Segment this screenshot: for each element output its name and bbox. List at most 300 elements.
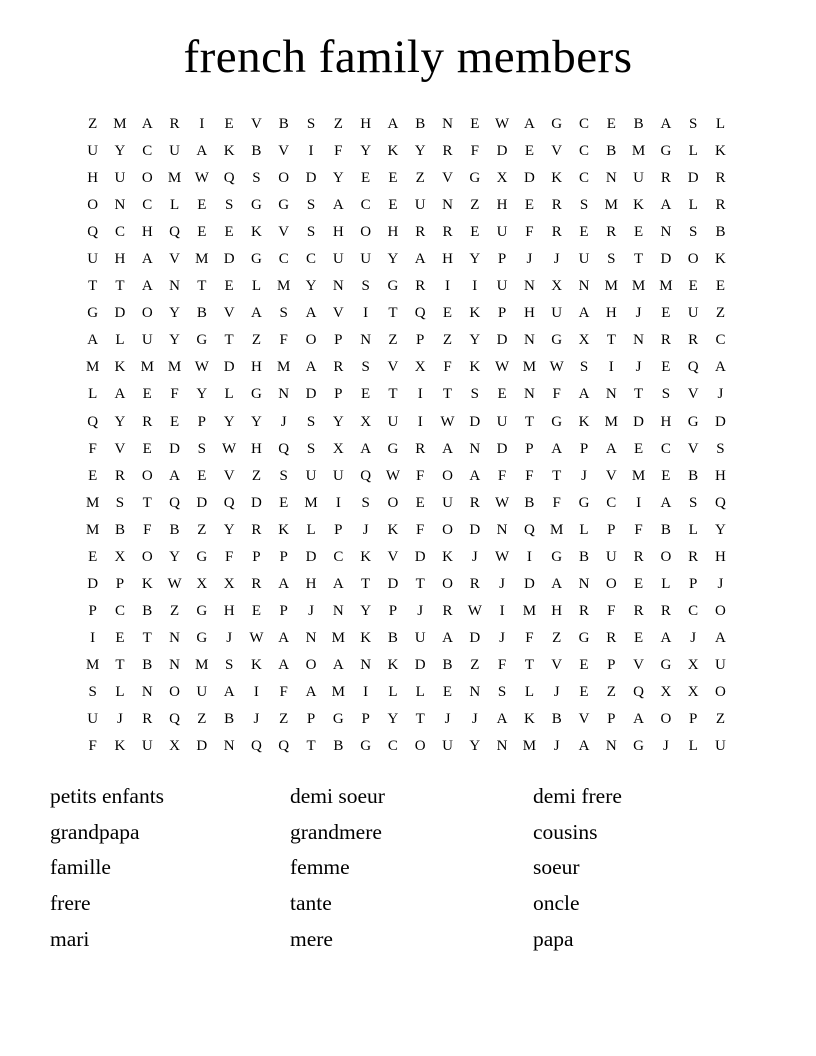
grid-letter: H xyxy=(305,575,317,592)
grid-letter: E xyxy=(224,224,234,241)
grid-letter: H xyxy=(332,224,344,241)
grid-letter: P xyxy=(88,602,97,619)
grid-letter: P xyxy=(607,656,616,673)
grid-letter: Z xyxy=(552,629,562,646)
grid-letter: G xyxy=(196,602,208,619)
grid-letter: L xyxy=(388,684,398,700)
grid-letter: S xyxy=(689,224,698,241)
word-list-item: cousins xyxy=(533,819,598,844)
grid-letter: E xyxy=(579,684,589,700)
grid-letter: O xyxy=(305,332,317,349)
grid-letter: D xyxy=(469,413,481,430)
grid-letter: X xyxy=(496,170,508,187)
grid-letter: E xyxy=(524,197,534,214)
grid-letter: O xyxy=(442,521,453,538)
grid-letter: Q xyxy=(278,738,290,755)
grid-letter: D xyxy=(305,386,317,403)
grid-letter: K xyxy=(387,143,399,160)
grid-letter: N xyxy=(605,170,617,187)
grid-letter: G xyxy=(687,413,699,430)
grid-letter: S xyxy=(306,224,316,241)
grid-letter: I xyxy=(417,386,423,403)
grid-letter: J xyxy=(553,684,560,700)
grid-letter: N xyxy=(469,440,481,457)
grid-letter: Z xyxy=(251,467,262,484)
grid-letter: B xyxy=(196,305,207,322)
puzzle-title: french family members xyxy=(183,31,633,83)
grid-letter: N xyxy=(578,575,590,592)
grid-letter: Z xyxy=(88,116,98,133)
word-list-item: oncle xyxy=(533,891,580,916)
word-list-column xyxy=(533,779,773,958)
grid-letter: N xyxy=(660,224,672,241)
grid-letter: U xyxy=(196,684,208,700)
grid-letter: G xyxy=(660,656,672,673)
grid-letter: K xyxy=(715,143,726,160)
grid-letter: U xyxy=(414,629,426,646)
grid-letter: T xyxy=(142,494,152,511)
grid-letter: O xyxy=(687,251,699,268)
word-list-item: petits enfants xyxy=(50,784,165,808)
grid-letter: A xyxy=(332,656,344,673)
grid-letter: N xyxy=(605,386,617,403)
grid-letter: D xyxy=(633,413,644,430)
grid-letter: L xyxy=(688,143,698,160)
grid-letter: H xyxy=(387,224,399,241)
grid-letter: L xyxy=(251,278,262,295)
grid-letter: K xyxy=(469,359,481,376)
grid-letter: P xyxy=(334,386,343,403)
grid-letter: D xyxy=(687,170,699,187)
grid-letter: V xyxy=(278,224,290,241)
grid-letter: D xyxy=(305,170,317,187)
grid-letter: U xyxy=(87,711,99,728)
grid-letter: O xyxy=(141,170,153,187)
grid-letter: U xyxy=(715,656,726,673)
grid-letter: P xyxy=(607,521,616,538)
word-list-item: frere xyxy=(50,891,91,916)
grid-letter: R xyxy=(660,602,671,619)
grid-letter: P xyxy=(689,575,698,592)
grid-letter: D xyxy=(87,575,99,592)
grid-letter: Q xyxy=(169,494,180,511)
grid-letter: G xyxy=(551,548,563,565)
grid-letter: U xyxy=(442,494,453,511)
grid-letter: P xyxy=(497,305,507,322)
grid-letter: S xyxy=(361,278,370,295)
grid-letter: S xyxy=(306,197,316,214)
grid-letter: N xyxy=(360,332,372,349)
grid-letter: H xyxy=(551,602,563,619)
grid-letter: T xyxy=(524,413,534,430)
grid-letter: M xyxy=(85,494,100,511)
grid-letter: E xyxy=(688,278,698,295)
grid-letter: T xyxy=(224,332,234,349)
grid-letter: S xyxy=(689,494,698,511)
grid-letter: Q xyxy=(715,494,726,511)
grid-letter: N xyxy=(141,684,153,700)
grid-letter: E xyxy=(251,602,262,619)
grid-letter: E xyxy=(470,224,480,241)
grid-letter: R xyxy=(660,332,671,349)
grid-letter: A xyxy=(442,629,453,646)
grid-letter: H xyxy=(523,305,535,322)
grid-letter: J xyxy=(717,386,724,403)
grid-letter: G xyxy=(278,197,290,214)
grid-letter: J xyxy=(226,629,233,646)
grid-letter: U xyxy=(332,251,344,268)
grid-letter: A xyxy=(87,332,99,349)
grid-letter: V xyxy=(387,359,399,376)
grid-letter: M xyxy=(631,278,646,295)
grid-letter: R xyxy=(169,116,180,133)
grid-letter: C xyxy=(578,143,589,160)
grid-letter: Y xyxy=(332,413,344,430)
grid-letter: U xyxy=(169,143,180,160)
grid-letter: R xyxy=(251,521,262,538)
grid-letter: L xyxy=(579,521,589,538)
grid-letter: C xyxy=(114,602,125,619)
grid-letter: K xyxy=(360,548,372,565)
grid-letter: O xyxy=(660,711,672,728)
grid-letter: W xyxy=(194,359,209,376)
grid-letter: N xyxy=(332,602,344,619)
grid-letter: G xyxy=(551,413,563,430)
grid-letter: H xyxy=(360,116,372,133)
grid-letter: W xyxy=(495,494,510,511)
grid-letter: T xyxy=(88,278,98,295)
grid-letter: B xyxy=(606,143,617,160)
grid-letter: M xyxy=(550,521,564,538)
grid-letter: E xyxy=(279,494,289,511)
grid-letter: B xyxy=(169,521,180,538)
grid-letter: T xyxy=(142,629,152,646)
grid-letter: P xyxy=(197,413,206,430)
grid-letter: M xyxy=(167,359,182,376)
grid-letter: E xyxy=(197,224,207,241)
grid-letter: K xyxy=(360,629,372,646)
grid-letter: E xyxy=(197,467,207,484)
grid-letter: R xyxy=(142,711,153,728)
grid-letter: M xyxy=(604,278,618,295)
grid-letter: L xyxy=(169,197,180,214)
grid-letter: E xyxy=(715,278,726,295)
grid-letter: V xyxy=(687,440,699,457)
grid-letter: U xyxy=(387,413,399,430)
grid-letter: J xyxy=(471,711,478,728)
grid-letter: S xyxy=(361,494,370,511)
grid-letter: H xyxy=(114,251,126,268)
grid-letter: I xyxy=(363,684,369,700)
grid-letter: D xyxy=(496,440,508,457)
grid-letter: C xyxy=(142,143,153,160)
grid-letter: E xyxy=(442,684,453,700)
grid-letter: R xyxy=(442,143,453,160)
grid-letter: W xyxy=(167,575,182,592)
grid-letter: O xyxy=(169,684,180,700)
grid-letter: W xyxy=(495,116,510,133)
grid-letter: G xyxy=(387,278,399,295)
grid-letter: N xyxy=(360,656,372,673)
grid-letter: D xyxy=(196,494,208,511)
grid-letter: S xyxy=(279,467,288,484)
grid-letter: E xyxy=(661,359,671,376)
grid-letter: H xyxy=(251,359,262,376)
grid-row xyxy=(79,625,734,652)
grid-row xyxy=(79,192,734,219)
grid-letter: L xyxy=(688,197,698,214)
grid-letter: R xyxy=(415,278,426,295)
grid-letter: W xyxy=(249,629,264,646)
grid-letter: L xyxy=(115,332,125,349)
grid-letter: F xyxy=(497,467,507,484)
grid-letter: T xyxy=(524,656,534,673)
grid-letter: W xyxy=(467,602,482,619)
grid-letter: X xyxy=(360,413,372,430)
grid-letter: T xyxy=(115,278,125,295)
grid-letter: N xyxy=(223,738,235,755)
grid-letter: H xyxy=(87,170,99,187)
grid-letter: E xyxy=(361,170,371,187)
grid-letter: D xyxy=(414,548,426,565)
grid-letter: R xyxy=(415,440,426,457)
grid-letter: G xyxy=(387,440,399,457)
grid-letter: Y xyxy=(169,305,180,322)
grid-letter: U xyxy=(332,467,344,484)
grid-letter: A xyxy=(578,305,590,322)
grid-letter: Y xyxy=(169,332,180,349)
grid-letter: C xyxy=(360,197,371,214)
grid-letter: X xyxy=(223,575,235,592)
grid-row xyxy=(79,706,734,733)
grid-letter: C xyxy=(578,170,589,187)
grid-letter: S xyxy=(306,413,316,430)
grid-letter: W xyxy=(222,440,237,457)
grid-letter: L xyxy=(224,386,234,403)
grid-letter: S xyxy=(716,440,725,457)
grid-letter: R xyxy=(633,602,644,619)
grid-letter: U xyxy=(496,413,508,430)
grid-letter: M xyxy=(522,738,537,755)
word-list-item: mari xyxy=(50,926,90,951)
grid-letter: J xyxy=(362,521,369,538)
grid-letter: L xyxy=(415,684,425,700)
grid-letter: R xyxy=(551,197,562,214)
grid-letter: C xyxy=(688,602,699,619)
grid-letter: C xyxy=(114,224,125,241)
grid-letter: Y xyxy=(414,143,426,160)
grid-letter: E xyxy=(634,440,644,457)
grid-letter: U xyxy=(605,548,617,565)
grid-letter: E xyxy=(606,116,616,133)
grid-letter: F xyxy=(634,521,643,538)
grid-letter: L xyxy=(88,386,98,403)
grid-letter: A xyxy=(523,116,535,133)
grid-letter: E xyxy=(634,629,644,646)
grid-letter: U xyxy=(414,197,426,214)
grid-letter: A xyxy=(360,440,372,457)
grid-letter: U xyxy=(715,738,726,755)
grid-letter: Q xyxy=(523,521,535,538)
grid-letter: N xyxy=(169,629,180,646)
grid-letter: D xyxy=(496,332,508,349)
grid-letter: D xyxy=(223,359,235,376)
grid-letter: Z xyxy=(251,332,262,349)
grid-letter: U xyxy=(687,305,699,322)
grid-letter: B xyxy=(387,629,398,646)
grid-letter: L xyxy=(715,116,726,133)
grid-letter: R xyxy=(469,575,480,592)
grid-letter: U xyxy=(442,738,453,755)
grid-letter: O xyxy=(715,684,726,700)
grid-letter: G xyxy=(87,305,99,322)
grid-letter: O xyxy=(605,575,617,592)
grid-letter: P xyxy=(416,332,425,349)
grid-letter: Y xyxy=(469,332,481,349)
grid-letter: N xyxy=(278,386,290,403)
grid-letter: Z xyxy=(333,116,343,133)
grid-row xyxy=(79,138,734,165)
grid-letter: K xyxy=(387,521,399,538)
grid-letter: G xyxy=(551,332,563,349)
grid-letter: M xyxy=(522,602,537,619)
grid-row xyxy=(79,436,734,463)
grid-letter: P xyxy=(252,548,261,565)
grid-letter: I xyxy=(499,602,505,619)
grid-letter: U xyxy=(305,467,317,484)
grid-letter: M xyxy=(331,629,345,646)
grid-letter: G xyxy=(196,548,208,565)
grid-letter: A xyxy=(305,684,317,700)
grid-letter: R xyxy=(551,224,562,241)
grid-letter: S xyxy=(279,305,288,322)
grid-letter: F xyxy=(607,602,616,619)
grid-letter: A xyxy=(633,711,644,728)
grid-letter: E xyxy=(388,170,398,187)
grid-letter: K xyxy=(715,251,726,268)
grid-letter: A xyxy=(660,197,672,214)
grid-letter: T xyxy=(442,386,453,403)
grid-letter: K xyxy=(469,305,481,322)
grid-letter: F xyxy=(143,521,152,538)
grid-letter: D xyxy=(523,170,535,187)
grid-letter: D xyxy=(660,251,672,268)
grid-letter: U xyxy=(578,251,590,268)
grid-letter: J xyxy=(471,548,478,565)
grid-letter: K xyxy=(114,359,126,376)
grid-letter: E xyxy=(224,278,234,295)
grid-letter: B xyxy=(633,116,644,133)
grid-letter: W xyxy=(495,359,510,376)
grid-letter: Z xyxy=(415,170,425,187)
grid-letter: E xyxy=(524,143,534,160)
grid-letter: N xyxy=(169,278,180,295)
grid-letter: U xyxy=(87,251,99,268)
grid-letter: G xyxy=(551,116,563,133)
grid-letter: Q xyxy=(687,359,699,376)
grid-letter: O xyxy=(442,467,453,484)
grid-letter: M xyxy=(522,359,537,376)
grid-letter: C xyxy=(660,440,671,457)
word-list-column xyxy=(290,779,533,958)
grid-letter: K xyxy=(251,656,262,673)
grid-letter: K xyxy=(114,738,126,755)
grid-letter: E xyxy=(634,224,644,241)
grid-letter: N xyxy=(442,197,453,214)
grid-letter: U xyxy=(360,251,372,268)
grid-letter: S xyxy=(361,359,370,376)
grid-letter: U xyxy=(496,278,508,295)
grid-letter: G xyxy=(360,738,372,755)
grid-letter: G xyxy=(251,197,262,214)
grid-letter: O xyxy=(87,197,99,214)
grid-letter: B xyxy=(688,467,699,484)
grid-letter: N xyxy=(114,197,126,214)
grid-letter: N xyxy=(305,629,317,646)
grid-letter: O xyxy=(278,170,290,187)
grid-letter: Y xyxy=(387,251,399,268)
grid-letter: E xyxy=(88,548,98,565)
grid-letter: Q xyxy=(223,494,235,511)
word-list-item: demi frere xyxy=(533,784,622,808)
grid-letter: I xyxy=(472,278,478,295)
grid-letter: E xyxy=(497,386,507,403)
grid-letter: J xyxy=(690,629,697,646)
grid-letter: N xyxy=(523,332,535,349)
grid-letter: P xyxy=(279,548,288,565)
grid-letter: A xyxy=(223,684,235,700)
grid-letter: A xyxy=(305,359,317,376)
grid-row xyxy=(79,273,734,300)
word-list-item: mere xyxy=(290,926,333,951)
grid-letter: J xyxy=(417,602,424,619)
grid-letter: G xyxy=(196,332,208,349)
grid-letter: O xyxy=(360,224,372,241)
grid-letter: A xyxy=(660,116,672,133)
grid-letter: R xyxy=(469,494,480,511)
grid-letter: H xyxy=(223,602,235,619)
grid-letter: A xyxy=(496,711,508,728)
grid-letter: G xyxy=(196,629,208,646)
grid-letter: O xyxy=(141,548,153,565)
grid-letter: X xyxy=(196,575,208,592)
grid-letter: H xyxy=(496,197,508,214)
grid-letter: Z xyxy=(169,602,180,619)
grid-letter: Y xyxy=(469,251,481,268)
grid-letter: J xyxy=(499,575,506,592)
grid-letter: P xyxy=(334,332,343,349)
grid-letter: T xyxy=(552,467,562,484)
word-list-item: tante xyxy=(290,891,332,916)
grid-row xyxy=(79,679,734,706)
grid-letter: K xyxy=(551,170,563,187)
grid-letter: C xyxy=(306,251,317,268)
grid-letter: Q xyxy=(278,440,290,457)
grid-letter: H xyxy=(605,305,617,322)
grid-letter: A xyxy=(715,359,726,376)
grid-letter: Q xyxy=(251,738,262,755)
grid-letter: K xyxy=(141,575,153,592)
word-list xyxy=(50,779,773,958)
grid-letter: D xyxy=(523,575,535,592)
grid-row xyxy=(79,327,734,354)
grid-letter: U xyxy=(141,332,153,349)
grid-letter: A xyxy=(469,467,481,484)
grid-letter: A xyxy=(278,575,290,592)
grid-letter: U xyxy=(551,305,563,322)
grid-letter: O xyxy=(414,738,426,755)
grid-letter: P xyxy=(334,521,343,538)
